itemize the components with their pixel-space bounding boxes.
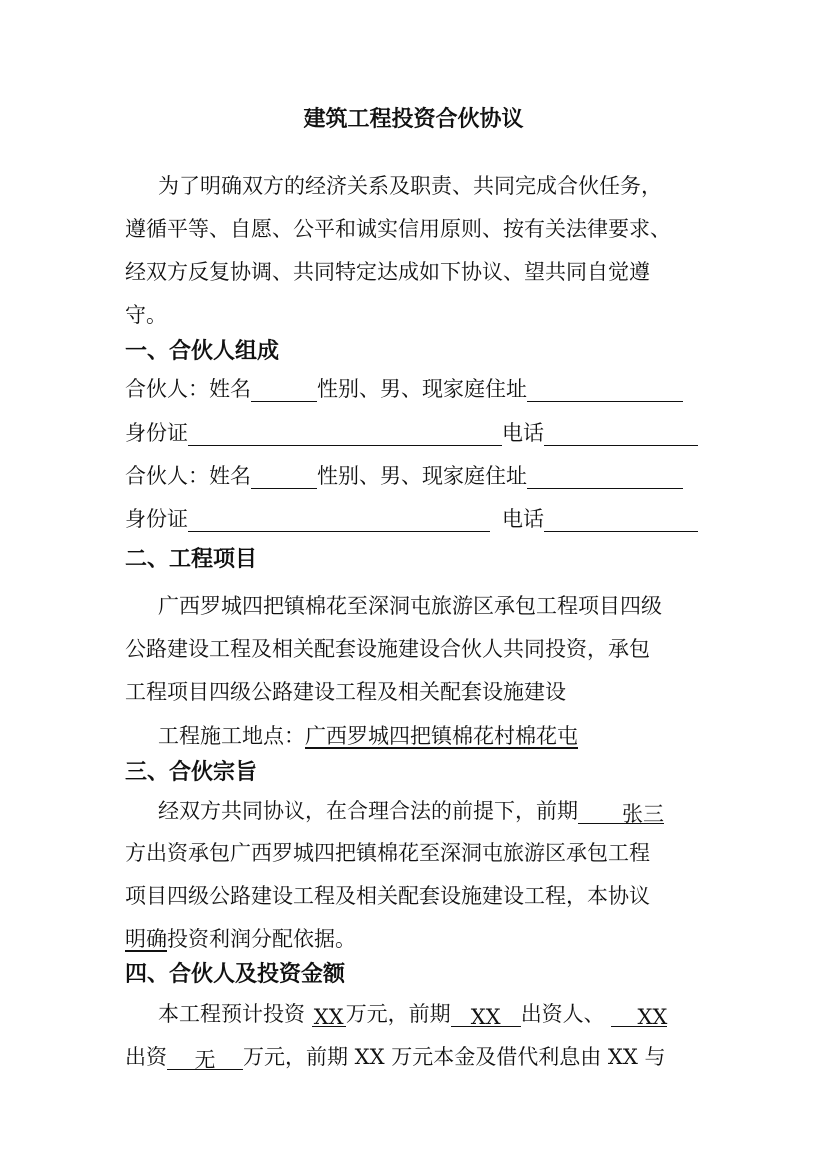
section-heading-4: 四、合伙人及投资金额 bbox=[125, 962, 346, 987]
phone-blank[interactable] bbox=[544, 509, 698, 532]
partner-1-line bbox=[125, 376, 683, 402]
document-title: 建筑工程投资合伙协议 bbox=[303, 107, 524, 132]
site-value: 广西罗城四把镇棉花村棉花屯 bbox=[305, 724, 578, 748]
investment-text: 万元，前期 XX 万元本金及借代利息由 XX 与 bbox=[243, 1045, 666, 1069]
investment-text: 本工程预计投资 bbox=[158, 1002, 305, 1026]
section-heading-2: 二、工程项目 bbox=[125, 547, 258, 572]
partner-2-id-line bbox=[125, 506, 698, 532]
project-line: 工程项目四级公路建设工程及相关配套设施建设 bbox=[125, 680, 566, 704]
id-blank[interactable] bbox=[188, 423, 502, 446]
gender-address-label: 性别、男、现家庭住址 bbox=[317, 464, 527, 488]
contribution-amount: 无 bbox=[167, 1047, 243, 1070]
intro-line: 经双方反复协调、共同特定达成如下协议、望共同自觉遵 bbox=[125, 260, 650, 284]
investor-name: 张三 bbox=[578, 801, 664, 824]
phone-label: 电话 bbox=[502, 421, 544, 445]
partner-label: 合伙人：姓名 bbox=[125, 464, 251, 488]
underlined-text: 明确 bbox=[125, 927, 167, 951]
partner-2-line bbox=[125, 463, 683, 489]
site-label: 工程施工地点： bbox=[158, 724, 305, 748]
purpose-text: 投资利润分配依据。 bbox=[167, 927, 356, 951]
gender-address-label: 性别、男、现家庭住址 bbox=[317, 377, 527, 401]
investor-b: XX bbox=[611, 1004, 667, 1027]
address-blank[interactable] bbox=[527, 466, 683, 489]
site-line bbox=[158, 723, 578, 749]
investment-text: 出资人、 bbox=[520, 1002, 605, 1026]
name-blank[interactable] bbox=[251, 379, 317, 402]
partner-label: 合伙人：姓名 bbox=[125, 377, 251, 401]
partner-1-id-line bbox=[125, 420, 698, 446]
section-heading-3: 三、合伙宗旨 bbox=[125, 760, 258, 785]
id-blank[interactable] bbox=[188, 509, 490, 532]
intro-line: 遵循平等、自愿、公平和诚实信用原则、按有关法律要求、 bbox=[125, 217, 671, 241]
section-heading-1: 一、合伙人组成 bbox=[125, 339, 280, 364]
purpose-line bbox=[125, 926, 356, 952]
purpose-line: 项目四级公路建设工程及相关配套设施建设工程，本协议 bbox=[125, 884, 650, 908]
project-line: 广西罗城四把镇棉花至深洞屯旅游区承包工程项目四级 bbox=[158, 594, 662, 618]
project-line: 公路建设工程及相关配套设施建设合伙人共同投资，承包 bbox=[125, 637, 650, 661]
intro-line: 为了明确双方的经济关系及职责、共同完成合伙任务， bbox=[158, 174, 662, 198]
investor-a: XX bbox=[451, 1004, 521, 1027]
investment-line bbox=[158, 1001, 667, 1027]
purpose-line: 方出资承包广西罗城四把镇棉花至深洞屯旅游区承包工程 bbox=[125, 841, 650, 865]
address-blank[interactable] bbox=[527, 379, 683, 402]
id-label: 身份证 bbox=[125, 421, 188, 445]
investment-line bbox=[125, 1044, 666, 1070]
phone-label: 电话 bbox=[502, 507, 544, 531]
purpose-text: 经双方共同协议，在合理合法的前提下，前期 bbox=[158, 799, 578, 823]
total-amount: XX bbox=[312, 1004, 346, 1027]
phone-blank[interactable] bbox=[544, 423, 698, 446]
id-label: 身份证 bbox=[125, 507, 188, 531]
name-blank[interactable] bbox=[251, 466, 317, 489]
investment-text: 万元，前期 bbox=[345, 1002, 451, 1026]
intro-line: 守。 bbox=[125, 303, 167, 327]
purpose-line bbox=[158, 798, 664, 824]
investment-text: 出资 bbox=[125, 1045, 167, 1069]
